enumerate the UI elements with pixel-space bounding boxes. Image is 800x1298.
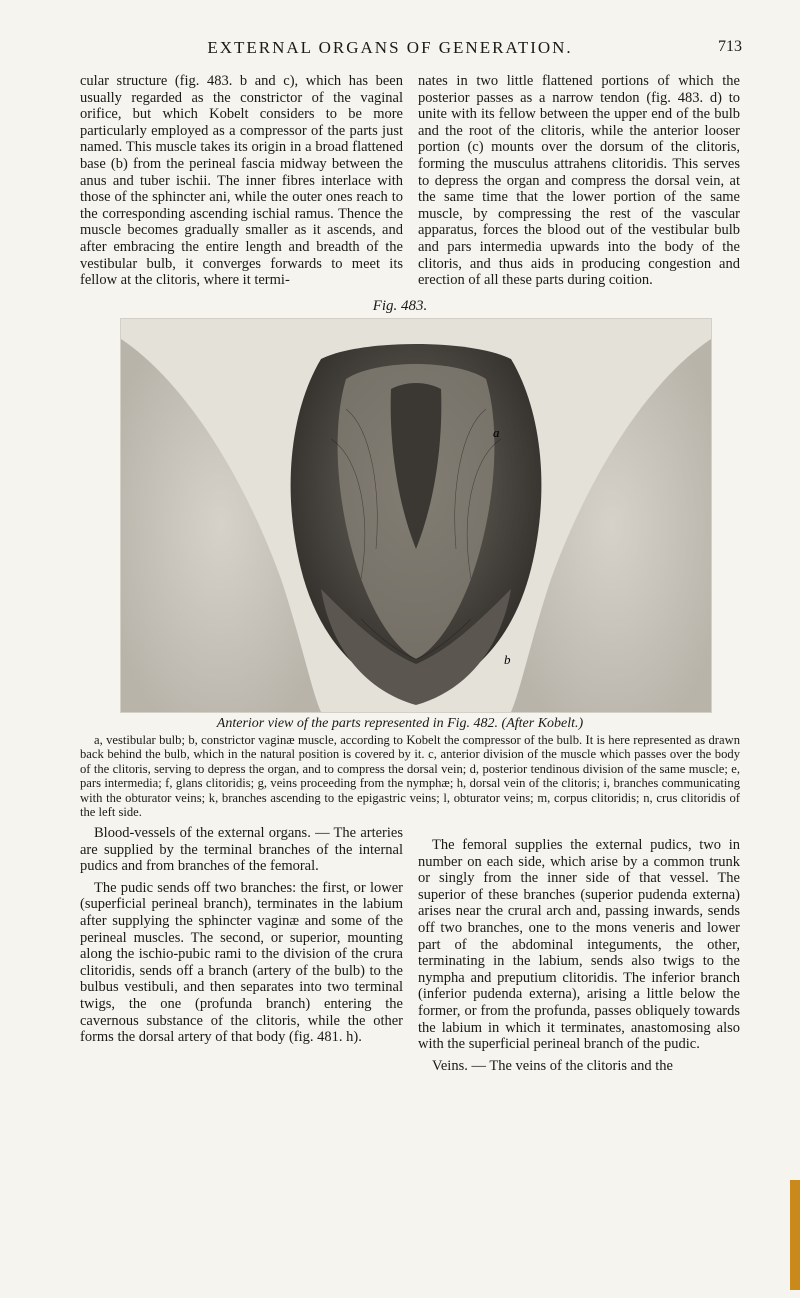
text-column-top-right (418, 73, 740, 289)
letter-b-label: b (504, 652, 511, 667)
page-header (70, 38, 742, 62)
paragraph: Blood-vessels of the external organs. — The arteries are supplied by the terminal branches of the internal pudics and from branches of the femoral. (80, 825, 403, 875)
text-column-bottom-right (418, 837, 740, 1074)
figure-caption (80, 733, 740, 819)
illustration-drawing (121, 319, 711, 712)
anatomical-illustration (120, 318, 712, 713)
running-title: EXTERNAL ORGANS OF GENERATION. (207, 38, 573, 57)
paragraph: The femoral supplies the external pudics, two in number on each side, which arise by a common trunk or singly from the inner side of that vessel. The superior of these branches (superior pudenda externa) arises near the crural arch and, passing inwards, sends off two branches, one to the mons veneris and lower part of the abdominal integuments, the other, terminating in the labium, sends also twigs to the nympha and preputium clitoridis. The inferior branch (inferior pudenda externa), arising a little below the former, or from the profunda, passes obliquely towards the labium in which it terminates, anastomosing also with the superficial perineal branch of the pudic. (418, 837, 740, 1053)
letter-a-label: a (493, 425, 500, 440)
paragraph: cular structure (fig. 483. b and c), which has been usually regarded as the constrictor of the vaginal orifice, but which Kobelt considers to be more particularly employed as a compressor of the parts just named. This muscle takes its origin in a broad flattened base (b) from the perineal fascia midway between the anus and tuber ischii. The inner fibres interlace with those of the sphincter ani, while the outer ones reach to the corresponding ascending ischial ramus. Thence the muscle becomes gradually smaller as it ascends, and after embracing the entire length and breadth of the vestibular bulb, it converges forwards to meet its fellow at the clitoris, where it termi- (80, 73, 403, 289)
text-column-bottom-left (80, 825, 403, 1046)
paragraph: The pudic sends off two branches: the first, or lower (superficial perineal branch), terminates in the labium after supplying the sphincter vaginæ and some of the perineal muscles. The second, or superior, mounting along the ischio-pubic rami to the division of the crura clitoridis, sends off a branch (artery of the bulb) to the bulbus vestibuli, and then separates into two terminal twigs, the one (profunda branch) entering the cavernous substance of the clitoris, while the other forms the dorsal artery of that body (fig. 481. h). (80, 879, 403, 1046)
paragraph: nates in two little flattened portions of which the posterior passes as a narrow tendon (fig. 483. d) to unite with its fellow between the upper end of the bulb and the root of the clitoris, while the anterior looser portion (c) mounts over the dorsum of the clitoris, forming the musculus attrahens clitoridis. This serves to depress the organ and compress the dorsal vein, at the same time that the lower portion of the same muscle, by compressing the rest of the vascular apparatus, forces the blood out of the vestibular bulb and pars intermedia upwards into the body of the clitoris, and thus aids in producing congestion and erection of all these parts during coition. (418, 73, 740, 289)
figure-caption-title: Anterior view of the parts represented in Fig. 482. (After Kobelt.) (216, 716, 584, 731)
figure-label: Fig. 483. (372, 298, 428, 314)
page-number: 713 (718, 38, 742, 55)
caption-text: a, vestibular bulb; b, constrictor vaginæ muscle, according to Kobelt the compressor of the bulb. It is here represented as drawn back behind the bulb, which in the natural position is covered by it. c, anterior division of the muscle which passes over the body of the clitoris, serving to depress the organ, and to compress the dorsal vein; d, posterior tendinous division of the same muscle; e, pars intermedia; f, glans clitoridis; g, veins proceeding from the nymphæ; h, dorsal vein of the clitoris; i, branches communicating with the obturator veins; k, branches ascending to the epigastric veins; l, obturator veins; m, corpus clitoridis; n, crus clitoridis of the left side. (80, 733, 740, 820)
paragraph: Veins. — The veins of the clitoris and the (432, 1057, 673, 1074)
text-column-top-left (80, 73, 403, 289)
page-edge-tab (790, 1180, 800, 1290)
